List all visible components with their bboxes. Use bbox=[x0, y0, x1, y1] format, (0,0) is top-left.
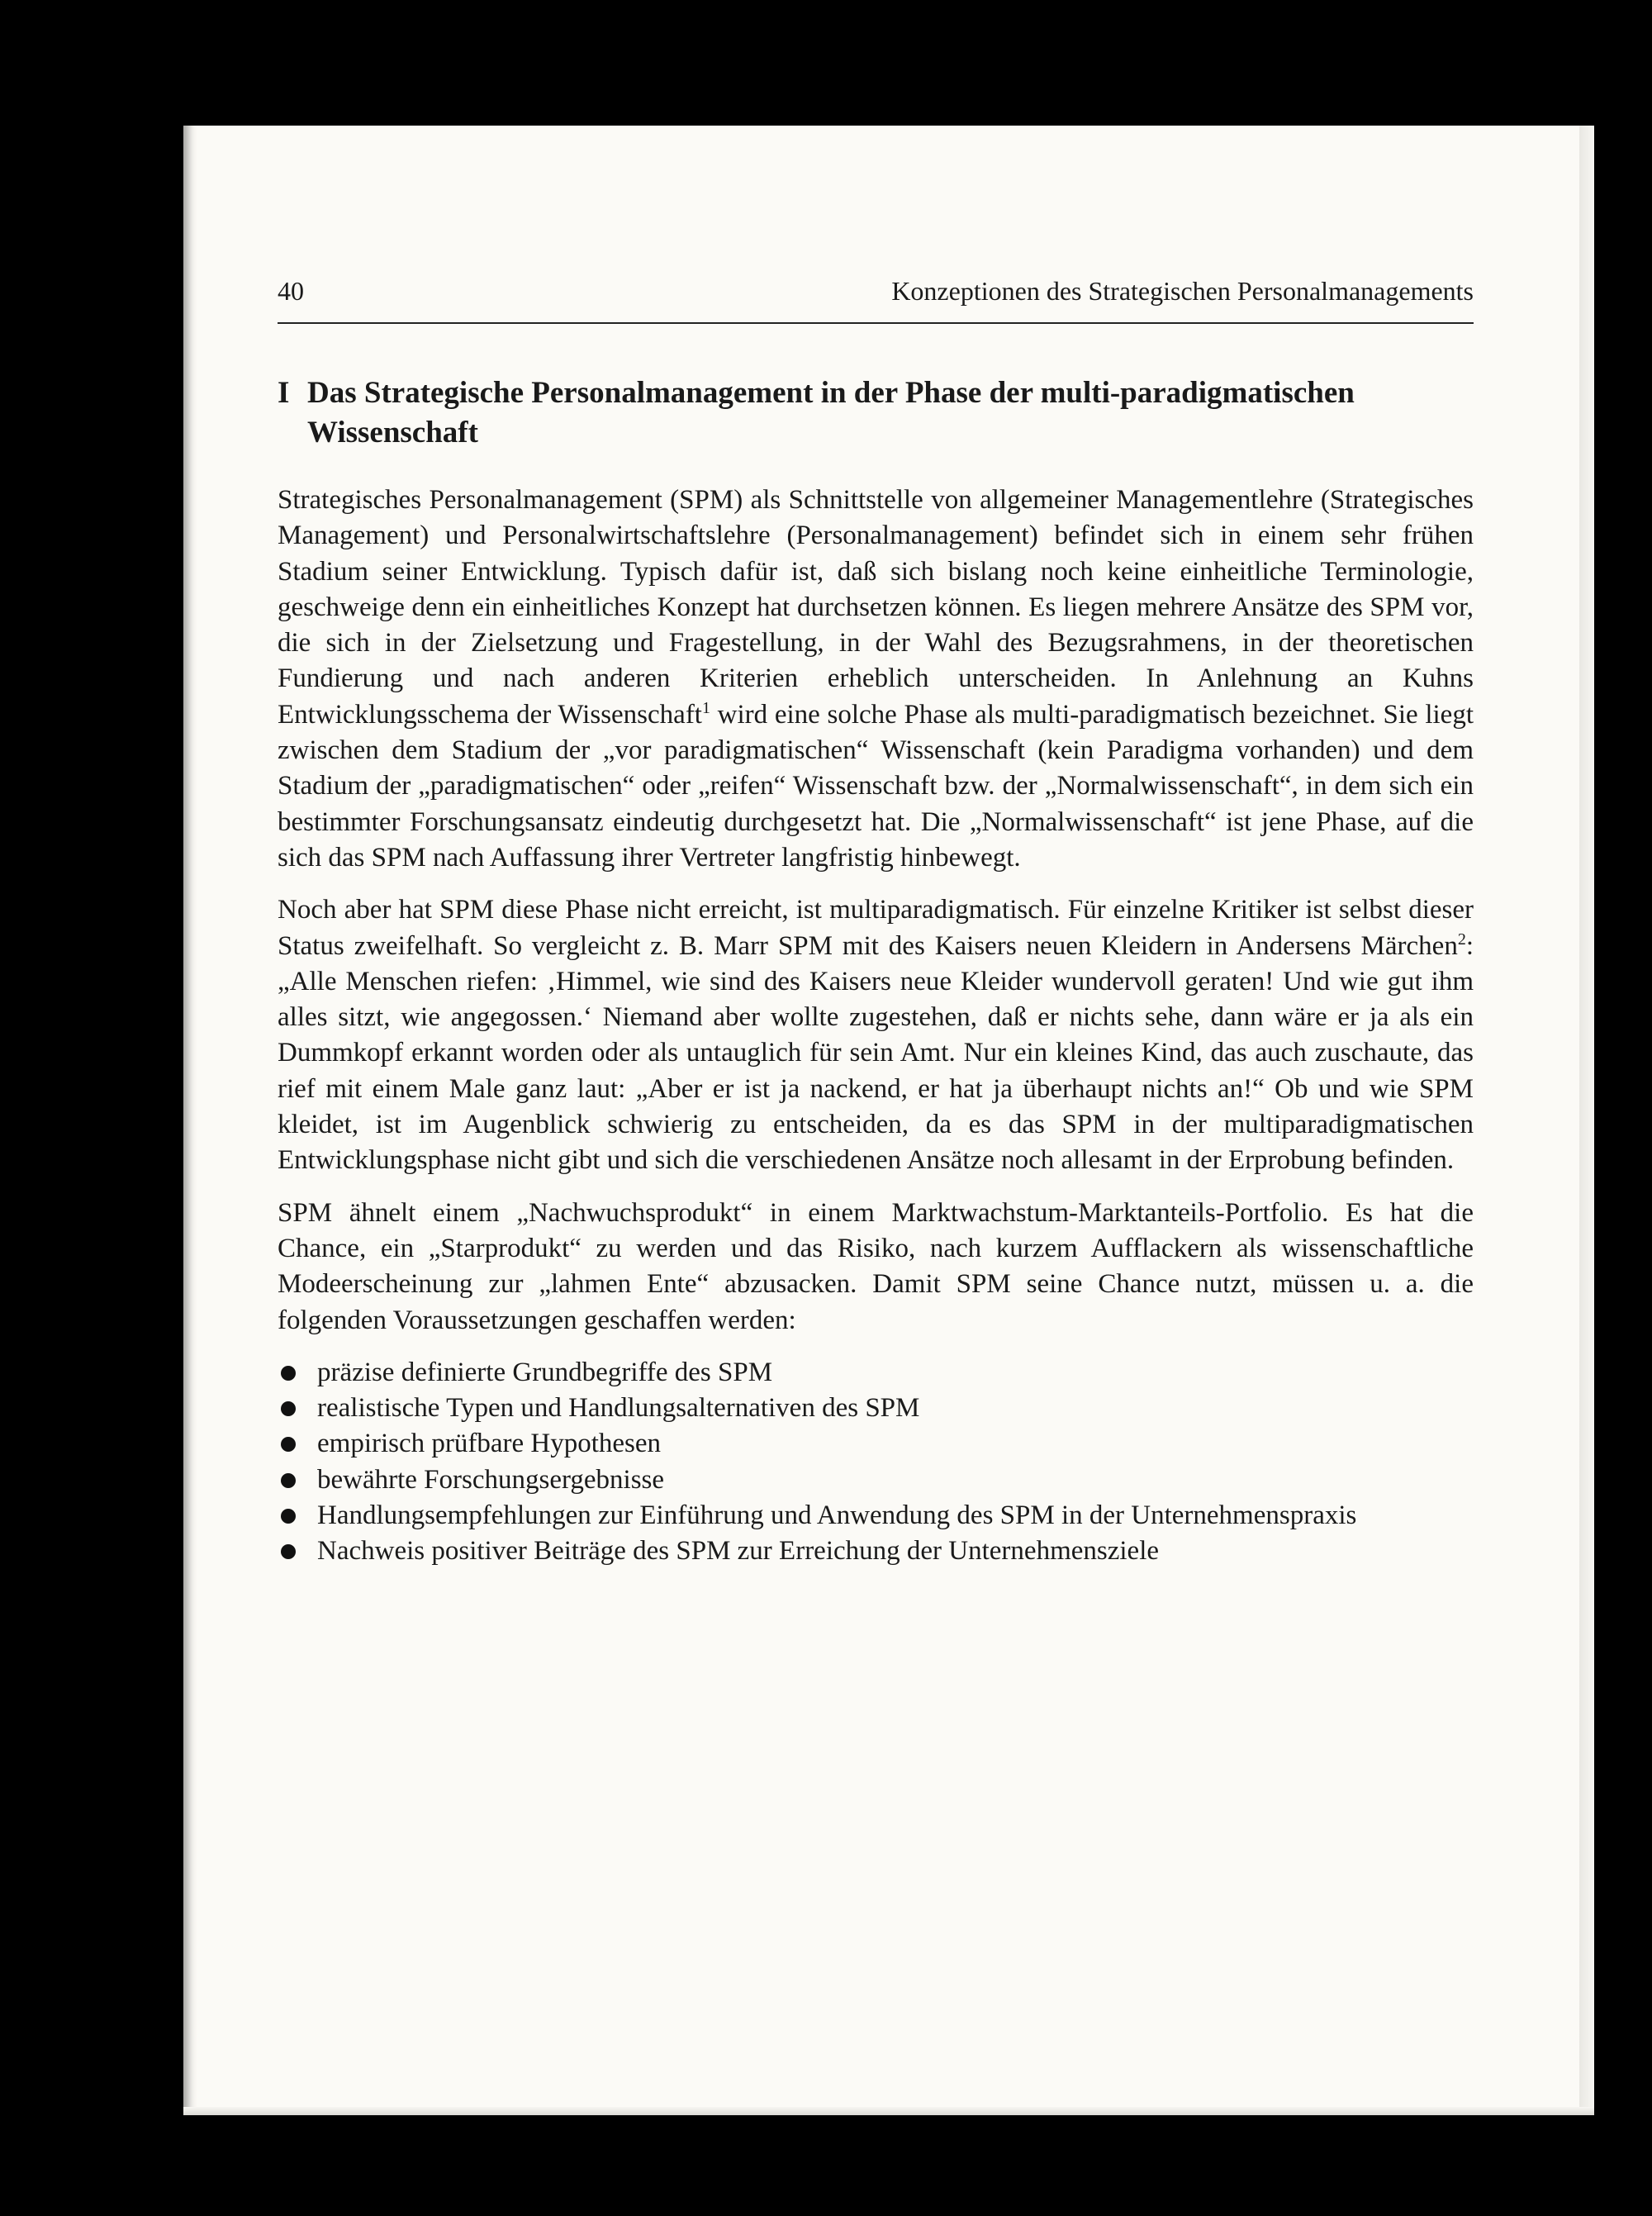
footnote-ref-2[interactable]: 2 bbox=[1457, 930, 1466, 949]
list-item: Nachweis positiver Beiträge des SPM zur Erreichung der Unternehmensziele bbox=[278, 1534, 1474, 1569]
page-number: 40 bbox=[278, 276, 304, 306]
section-heading bbox=[278, 373, 1474, 453]
list-item: bewährte Forschungsergebnisse bbox=[278, 1462, 1474, 1498]
bullet-icon bbox=[281, 1366, 296, 1381]
requirements-list bbox=[278, 1355, 1474, 1570]
paragraph-3: SPM ähnelt einem „Nachwuchsprodukt“ in einem Marktwachstum-Marktanteils-Portfolio. Es hat die Chance, ein „Starprodukt“ zu werden und das Risiko, nach kurzem Aufflackern als wissenschaftliche Modeerscheinung zur „lahmen Ente“ abzusacken. Damit SPM seine Chance nutzt, müssen u. a. die folgenden Voraussetzungen geschaffen werden: bbox=[278, 1197, 1474, 1335]
list-item: realistische Typen und Handlungsalternativen des SPM bbox=[278, 1391, 1474, 1426]
page-bottom-edge bbox=[183, 2107, 1594, 2115]
bullet-icon bbox=[281, 1437, 296, 1452]
bullet-icon bbox=[281, 1544, 296, 1559]
bullet-icon bbox=[281, 1509, 296, 1524]
section-number: I bbox=[278, 376, 290, 410]
list-item: Handlungsempfehlungen zur Einführung und Anwendung des SPM in der Unternehmenspraxis bbox=[278, 1498, 1474, 1534]
bullet-icon bbox=[281, 1473, 296, 1488]
page-edge bbox=[1579, 126, 1594, 2115]
list-item: präzise definierte Grundbegriffe des SPM bbox=[278, 1355, 1474, 1391]
running-title: Konzeptionen des Strategischen Personalmanagements bbox=[891, 276, 1474, 306]
body-text bbox=[278, 483, 1474, 1570]
bullet-icon bbox=[281, 1401, 296, 1416]
list-item: empirisch prüfbare Hypothesen bbox=[278, 1426, 1474, 1462]
paragraph-1: Strategisches Personalmanagement (SPM) als Schnittstelle von allgemeiner Managementlehre (Strategisches Management) und Personalwirtschaftslehre (Personalmanagement) befindet sich in einem sehr frühen Stadium seiner Entwicklung. Typisch dafür ist, daß sich bislang noch keine einheitliche Terminologie, geschweige denn ein einheitliches Konzept hat durchsetzen können. Es liegen mehrere Ansätze des SPM vor, die sich in der Zielsetzung und Fragestellung, in der Wahl des Bezugsrahmens, in der theoretischen Fundierung und nach anderen Kriterien erheblich unterscheiden. In Anlehnung an Kuhns Entwicklungsschema der Wissenschaft$^1$ wird eine solche Phase als multi-paradigmatisch bezeichnet. Sie liegt zwischen dem Stadium der „vor paradigmatischen“ Wissenschaft (kein Paradigma vorhanden) und dem Stadium der „paradigmatischen“ oder „reifen“ Wissenschaft bzw. der „Normalwissenschaft“, in dem sich ein bestimmter Forschungsansatz eindeutig durchgesetzt hat. Die „Normalwissenschaft“ ist jene Phase, auf die sich das SPM nach Auffassung ihrer Vertreter langfristig hinbewegt. bbox=[278, 485, 1474, 873]
running-head bbox=[278, 274, 1474, 307]
paragraph-2: Noch aber hat SPM diese Phase nicht erreicht, ist multiparadigmatisch. Für einzelne Kritiker ist selbst dieser Status zweifelhaft. So vergleicht z. B. Marr SPM mit des Kaisers neuen Kleidern in Andersens Märchen$^2$: „Alle Menschen riefen: ‚Himmel, wie sind des Kaisers neue Kleider wundervoll geraten! Und wie gut ihm alles sitzt, wie angegossen.‘ Niemand aber wollte zugestehen, daß er nichts sehe, dann wäre er ja als ein Dummkopf erkannt worden oder als untauglich für sein Amt. Nur ein kleines Kind, das auch zuschaute, das rief mit einem Male ganz laut: „Aber er ist ja nackend, er hat ja überhaupt nichts an!“ Ob und wie SPM kleidet, ist im Augenblick schwierig zu entscheiden, da es das SPM in der multiparadigmatischen Entwicklungsphase nicht gibt und sich die verschiedenen Ansätze noch allesamt in der Erprobung befinden. bbox=[278, 895, 1474, 1176]
section-title: Das Strategische Personalmanagement in der Phase der multi-paradigmatischen Wissenschaft bbox=[307, 376, 1355, 449]
header-rule bbox=[278, 322, 1474, 324]
footnote-ref-1[interactable]: 1 bbox=[701, 698, 710, 717]
